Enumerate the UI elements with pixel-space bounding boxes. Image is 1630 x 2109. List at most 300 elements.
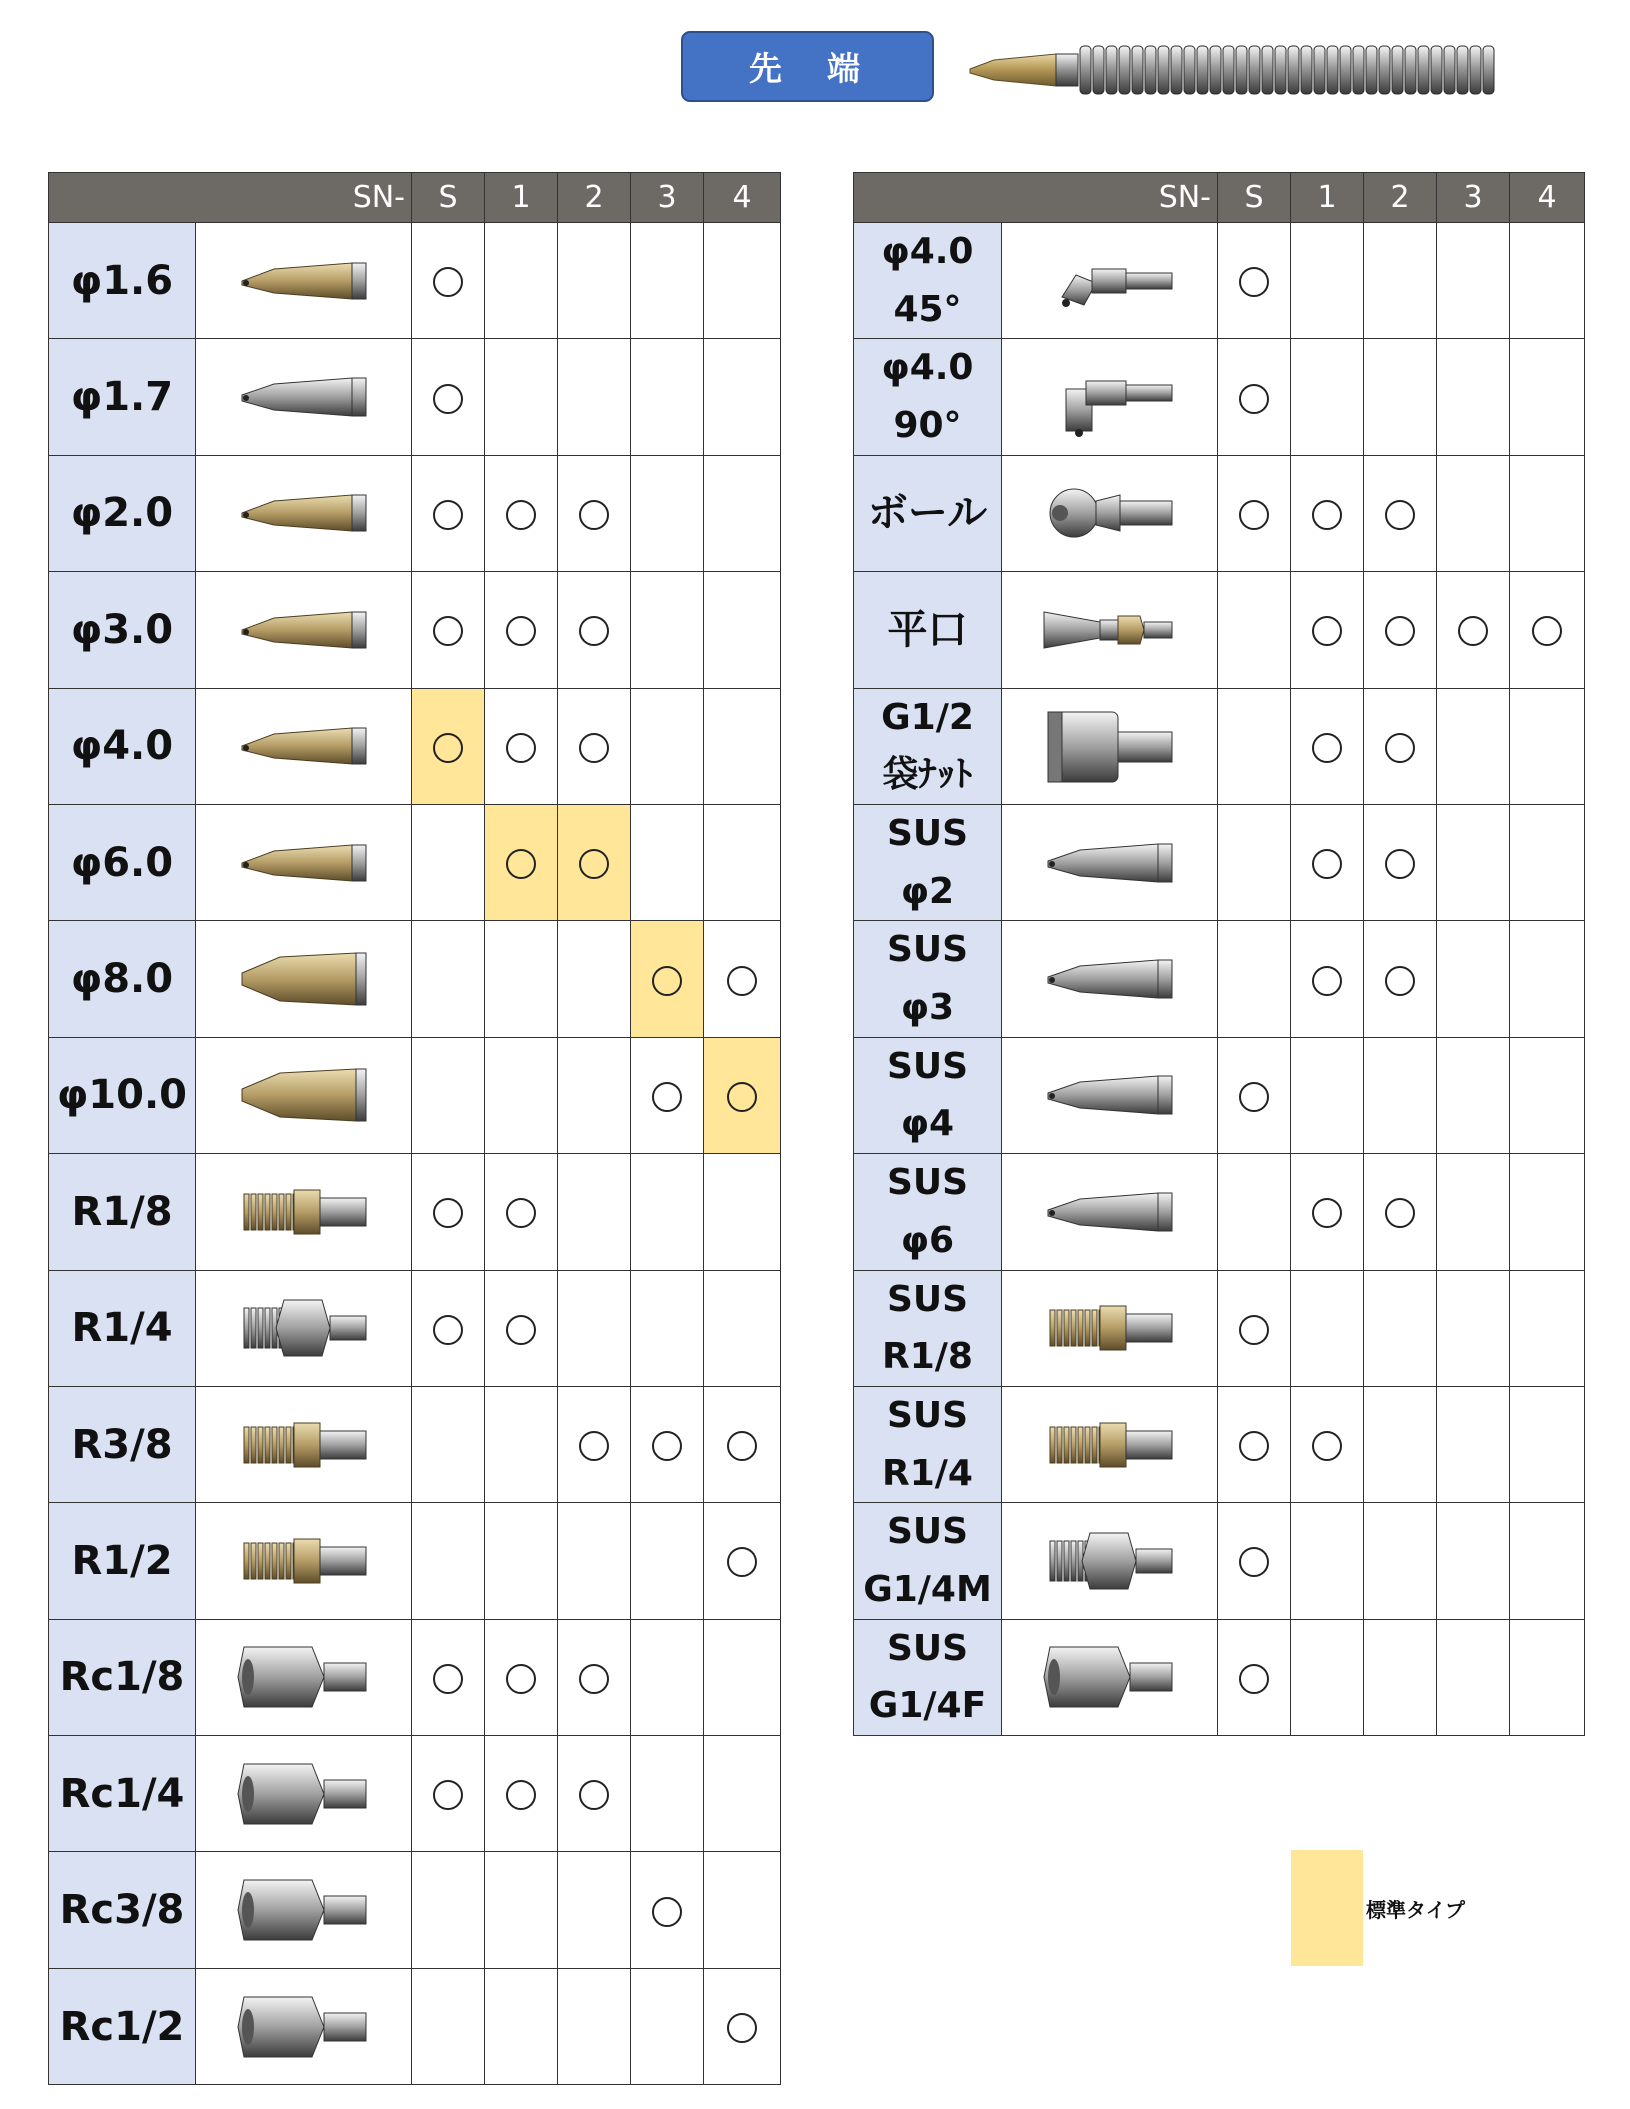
compat-cell-2 [558,223,631,339]
compat-cell-4 [1510,1619,1585,1735]
table-row [854,804,1585,920]
taper-steel-nozzle-image [1040,1053,1180,1137]
column-header-1: 1 [485,173,558,223]
available-mark [506,1198,536,1228]
available-mark [433,1198,463,1228]
compat-cell-2 [1364,339,1437,455]
compat-cell-3 [1437,1386,1510,1502]
nozzle-photo [1002,688,1218,804]
compat-cell-s [412,223,485,339]
compat-cell-3 [1437,1037,1510,1153]
compat-cell-1 [485,1852,558,1968]
compat-cell-2 [558,1037,631,1153]
compat-cell-3 [1437,1619,1510,1735]
nozzle-table-left [48,172,781,2085]
nozzle-photo [196,339,412,455]
compat-cell-2 [1364,1619,1437,1735]
row-label: SUS φ2 [854,804,1002,920]
row-label: R3/8 [49,1386,196,1502]
table-row [854,455,1585,571]
compat-cell-2 [558,1968,631,2084]
nozzle-photo [196,1968,412,2084]
compat-cell-4 [1510,1386,1585,1502]
nozzle-photo [196,1270,412,1386]
available-mark [1385,849,1415,879]
compat-cell-2 [1364,804,1437,920]
compat-cell-3 [1437,223,1510,339]
nozzle-photo [1002,1037,1218,1153]
compat-cell-4 [1510,1503,1585,1619]
compat-cell-1 [485,455,558,571]
row-label: φ10.0 [49,1037,196,1153]
compat-cell-4 [1510,1154,1585,1270]
nozzle-photo [196,1736,412,1852]
thread-nozzle-image [234,1519,374,1603]
row-label: φ8.0 [49,921,196,1037]
compat-cell-1 [485,1037,558,1153]
column-header-4: 4 [704,173,781,223]
nozzle-photo [1002,1386,1218,1502]
row-label: SUS R1/8 [854,1270,1002,1386]
compat-cell-s [1218,1386,1291,1502]
compat-cell-s [1218,339,1291,455]
compat-cell-4 [704,1037,781,1153]
compat-cell-2 [1364,455,1437,571]
compat-cell-1 [1291,1270,1364,1386]
compat-cell-3 [631,688,704,804]
table-row [854,1154,1585,1270]
compat-cell-4 [704,1503,781,1619]
elbow90-nozzle-image [1040,355,1180,439]
table-row [854,921,1585,1037]
compat-cell-4 [704,572,781,688]
compat-cell-1 [1291,1154,1364,1270]
compat-cell-1 [1291,921,1364,1037]
available-mark [1458,616,1488,646]
available-mark [1532,616,1562,646]
compat-cell-2 [558,1736,631,1852]
compat-cell-3 [631,1503,704,1619]
compat-cell-3 [1437,921,1510,1037]
available-mark [433,1780,463,1810]
nozzle-photo [1002,223,1218,339]
compat-cell-1 [485,1968,558,2084]
compat-cell-3 [631,223,704,339]
compat-cell-s [1218,1154,1291,1270]
compat-cell-2 [1364,572,1437,688]
compat-cell-3 [631,1154,704,1270]
compat-cell-1 [1291,223,1364,339]
compat-cell-2 [558,921,631,1037]
row-label: Rc1/2 [49,1968,196,2084]
row-label: φ6.0 [49,804,196,920]
available-mark [727,2013,757,2043]
compat-cell-s [1218,1037,1291,1153]
compat-cell-4 [704,1852,781,1968]
compat-cell-1 [485,223,558,339]
compat-cell-4 [704,1619,781,1735]
nozzle-photo [196,688,412,804]
compat-cell-s [412,339,485,455]
taper-brass-nozzle-image [234,704,374,788]
compat-cell-2 [1364,921,1437,1037]
compat-cell-3 [1437,572,1510,688]
available-mark [1312,616,1342,646]
taper-brass-nozzle-image [234,471,374,555]
compat-cell-4 [704,688,781,804]
row-label: R1/8 [49,1154,196,1270]
elbow45-nozzle-image [1040,239,1180,323]
table-row [49,339,781,455]
compat-cell-s [1218,921,1291,1037]
available-mark [579,1431,609,1461]
compat-cell-1 [1291,804,1364,920]
taper-steel-nozzle-image [1040,1170,1180,1254]
compat-cell-2 [1364,1037,1437,1153]
table-row [854,1503,1585,1619]
compat-cell-s [412,455,485,571]
available-mark [433,616,463,646]
available-mark [652,1431,682,1461]
compat-cell-1 [1291,1619,1364,1735]
table-row [49,1154,781,1270]
row-label: Rc1/8 [49,1619,196,1735]
hex-female-nozzle-image [234,1635,374,1719]
available-mark [506,733,536,763]
compat-cell-2 [1364,1154,1437,1270]
compat-cell-4 [1510,455,1585,571]
nozzle-photo [1002,339,1218,455]
available-mark [1239,1664,1269,1694]
available-mark [1239,1547,1269,1577]
row-label: ボール [854,455,1002,571]
compat-cell-1 [1291,455,1364,571]
compat-cell-1 [1291,572,1364,688]
compat-cell-1 [485,804,558,920]
standard-type-label: 標準タイプ [1366,1898,1465,1922]
column-header-3: 3 [631,173,704,223]
nozzle-photo [196,1154,412,1270]
compat-cell-2 [558,1386,631,1502]
compat-cell-s [412,1503,485,1619]
compat-cell-3 [631,1386,704,1502]
compat-cell-s [412,1386,485,1502]
taper-brass-nozzle-image [234,239,374,323]
compat-cell-3 [1437,804,1510,920]
table-row [49,1619,781,1735]
available-mark [506,1664,536,1694]
hex-female-nozzle-image [234,1752,374,1836]
available-mark [579,849,609,879]
nozzle-photo [1002,921,1218,1037]
available-mark [433,384,463,414]
nozzle-photo [196,1386,412,1502]
table-row [49,804,781,920]
compat-cell-2 [558,688,631,804]
compat-cell-s [412,572,485,688]
available-mark [579,500,609,530]
available-mark [506,849,536,879]
compat-cell-4 [704,339,781,455]
row-label: φ4.0 90° [854,339,1002,455]
available-mark [652,966,682,996]
table-row [854,339,1585,455]
column-header-4: 4 [1510,173,1585,223]
compat-cell-1 [1291,1386,1364,1502]
nozzle-photo [196,1619,412,1735]
nozzle-photo [1002,455,1218,571]
compat-cell-s [412,1037,485,1153]
header-row [49,173,781,223]
hex-thread-nozzle-image [1040,1519,1180,1603]
compat-cell-3 [1437,1503,1510,1619]
compat-cell-3 [631,455,704,571]
taper-brass-nozzle-image [234,821,374,905]
available-mark [1385,733,1415,763]
available-mark [1312,733,1342,763]
compat-cell-2 [1364,223,1437,339]
compat-cell-2 [558,572,631,688]
available-mark [506,1780,536,1810]
row-label: Rc1/4 [49,1736,196,1852]
taper-wide-nozzle-image [234,937,374,1021]
row-label: SUS φ6 [854,1154,1002,1270]
compat-cell-1 [485,1154,558,1270]
standard-type-swatch [1291,1850,1363,1966]
available-mark [433,1315,463,1345]
available-mark [652,1082,682,1112]
table-row [854,1619,1585,1735]
compat-cell-s [412,921,485,1037]
available-mark [1312,1198,1342,1228]
available-mark [1385,500,1415,530]
table-row [49,572,781,688]
compat-cell-s [412,1852,485,1968]
table-row [854,223,1585,339]
available-mark [652,1897,682,1927]
hex-female-nozzle-image [1040,1635,1180,1719]
compat-cell-2 [558,1619,631,1735]
compat-cell-3 [631,921,704,1037]
compat-cell-2 [1364,1270,1437,1386]
compat-cell-1 [1291,339,1364,455]
compat-cell-4 [704,1968,781,2084]
compat-cell-3 [631,1852,704,1968]
compat-cell-s [1218,804,1291,920]
column-header-3: 3 [1437,173,1510,223]
compat-cell-s [412,1968,485,2084]
nozzle-photo [196,1852,412,1968]
table-row [49,1503,781,1619]
table-row [49,688,781,804]
sn-header: SN- [49,173,412,223]
compat-cell-2 [1364,1503,1437,1619]
compat-cell-1 [485,1270,558,1386]
table-row [49,1386,781,1502]
available-mark [1385,616,1415,646]
compat-cell-4 [1510,921,1585,1037]
hex-female-nozzle-image [234,1868,374,1952]
nozzle-photo [1002,572,1218,688]
compat-cell-3 [631,804,704,920]
column-header-s: S [412,173,485,223]
header-row [854,173,1585,223]
table-row [49,1037,781,1153]
available-mark [579,616,609,646]
taper-brass-nozzle-image [234,588,374,672]
thread-nozzle-image [234,1170,374,1254]
nozzle-table-right [853,172,1585,1736]
nozzle-photo [1002,1619,1218,1735]
table-row [854,572,1585,688]
compat-cell-4 [1510,339,1585,455]
thread-nozzle-image [234,1403,374,1487]
compat-cell-s [412,1736,485,1852]
compat-cell-4 [704,1270,781,1386]
available-mark [433,1664,463,1694]
nozzle-photo [196,223,412,339]
table-row [854,688,1585,804]
compat-cell-s [1218,1270,1291,1386]
compat-cell-2 [558,1154,631,1270]
tip-title-badge: 先 端 [681,31,934,102]
compat-cell-s [1218,223,1291,339]
table-row [49,921,781,1037]
nozzle-photo [1002,1503,1218,1619]
compat-cell-4 [704,1386,781,1502]
compat-cell-3 [631,1037,704,1153]
compat-cell-1 [485,1619,558,1735]
table-row [49,1852,781,1968]
compat-cell-2 [1364,688,1437,804]
compat-cell-4 [704,223,781,339]
available-mark [1239,267,1269,297]
compat-cell-2 [1364,1386,1437,1502]
available-mark [433,733,463,763]
available-mark [1385,966,1415,996]
row-label: SUS φ3 [854,921,1002,1037]
compat-cell-3 [1437,1154,1510,1270]
row-label: R1/4 [49,1270,196,1386]
compat-cell-1 [485,1503,558,1619]
compat-cell-4 [704,1154,781,1270]
column-header-2: 2 [1364,173,1437,223]
compat-cell-4 [704,921,781,1037]
row-label: SUS G1/4M [854,1503,1002,1619]
row-label: SUS φ4 [854,1037,1002,1153]
compat-cell-3 [1437,1270,1510,1386]
hex-thread-nozzle-image [234,1286,374,1370]
compat-cell-1 [485,921,558,1037]
compat-cell-4 [1510,572,1585,688]
compat-cell-4 [1510,1270,1585,1386]
compat-cell-4 [704,804,781,920]
row-label: Rc3/8 [49,1852,196,1968]
nozzle-photo [196,804,412,920]
compat-cell-s [412,1154,485,1270]
available-mark [1312,500,1342,530]
compat-cell-2 [558,804,631,920]
table-row [49,223,781,339]
taper-steel-nozzle-image [1040,937,1180,1021]
compat-cell-1 [1291,688,1364,804]
available-mark [1312,849,1342,879]
compat-cell-2 [558,1270,631,1386]
hex-female-nozzle-image [234,1985,374,2069]
available-mark [727,1082,757,1112]
compat-cell-3 [1437,455,1510,571]
available-mark [1312,1431,1342,1461]
compat-cell-s [1218,688,1291,804]
row-label: SUS G1/4F [854,1619,1002,1735]
row-label: SUS R1/4 [854,1386,1002,1502]
flexible-hose-image [968,36,1496,106]
nozzle-photo [196,1037,412,1153]
row-label: φ3.0 [49,572,196,688]
available-mark [433,267,463,297]
row-label: φ1.6 [49,223,196,339]
compat-cell-3 [631,339,704,455]
available-mark [579,1664,609,1694]
nozzle-photo [196,1503,412,1619]
compat-cell-3 [1437,339,1510,455]
available-mark [1239,1315,1269,1345]
available-mark [1239,384,1269,414]
table-row [854,1270,1585,1386]
available-mark [727,1431,757,1461]
nozzle-photo [196,455,412,571]
row-label: G1/2 袋ﾅｯﾄ [854,688,1002,804]
ball-nozzle-image [1040,471,1180,555]
nozzle-photo [1002,804,1218,920]
row-label: φ1.7 [49,339,196,455]
thread-nozzle-image [1040,1403,1180,1487]
available-mark [579,733,609,763]
sn-header: SN- [854,173,1218,223]
compat-cell-4 [1510,1037,1585,1153]
table-row [49,1736,781,1852]
column-header-1: 1 [1291,173,1364,223]
compat-cell-3 [631,1619,704,1735]
nozzle-photo [196,572,412,688]
available-mark [1239,500,1269,530]
compat-cell-1 [485,339,558,455]
compat-cell-2 [558,1503,631,1619]
nozzle-photo [1002,1270,1218,1386]
available-mark [1239,1082,1269,1112]
row-label: R1/2 [49,1503,196,1619]
available-mark [506,616,536,646]
compat-cell-3 [631,1968,704,2084]
available-mark [506,1315,536,1345]
available-mark [1385,1198,1415,1228]
available-mark [579,1780,609,1810]
row-label: 平口 [854,572,1002,688]
compat-cell-4 [1510,688,1585,804]
taper-steel-nozzle-image [1040,821,1180,905]
available-mark [727,966,757,996]
thread-nozzle-image [1040,1286,1180,1370]
nozzle-photo [196,921,412,1037]
compat-cell-4 [1510,804,1585,920]
row-label: φ2.0 [49,455,196,571]
compat-cell-1 [1291,1037,1364,1153]
compat-cell-s [1218,572,1291,688]
compat-cell-3 [1437,688,1510,804]
compat-cell-1 [1291,1503,1364,1619]
compat-cell-s [412,804,485,920]
compat-cell-4 [1510,223,1585,339]
